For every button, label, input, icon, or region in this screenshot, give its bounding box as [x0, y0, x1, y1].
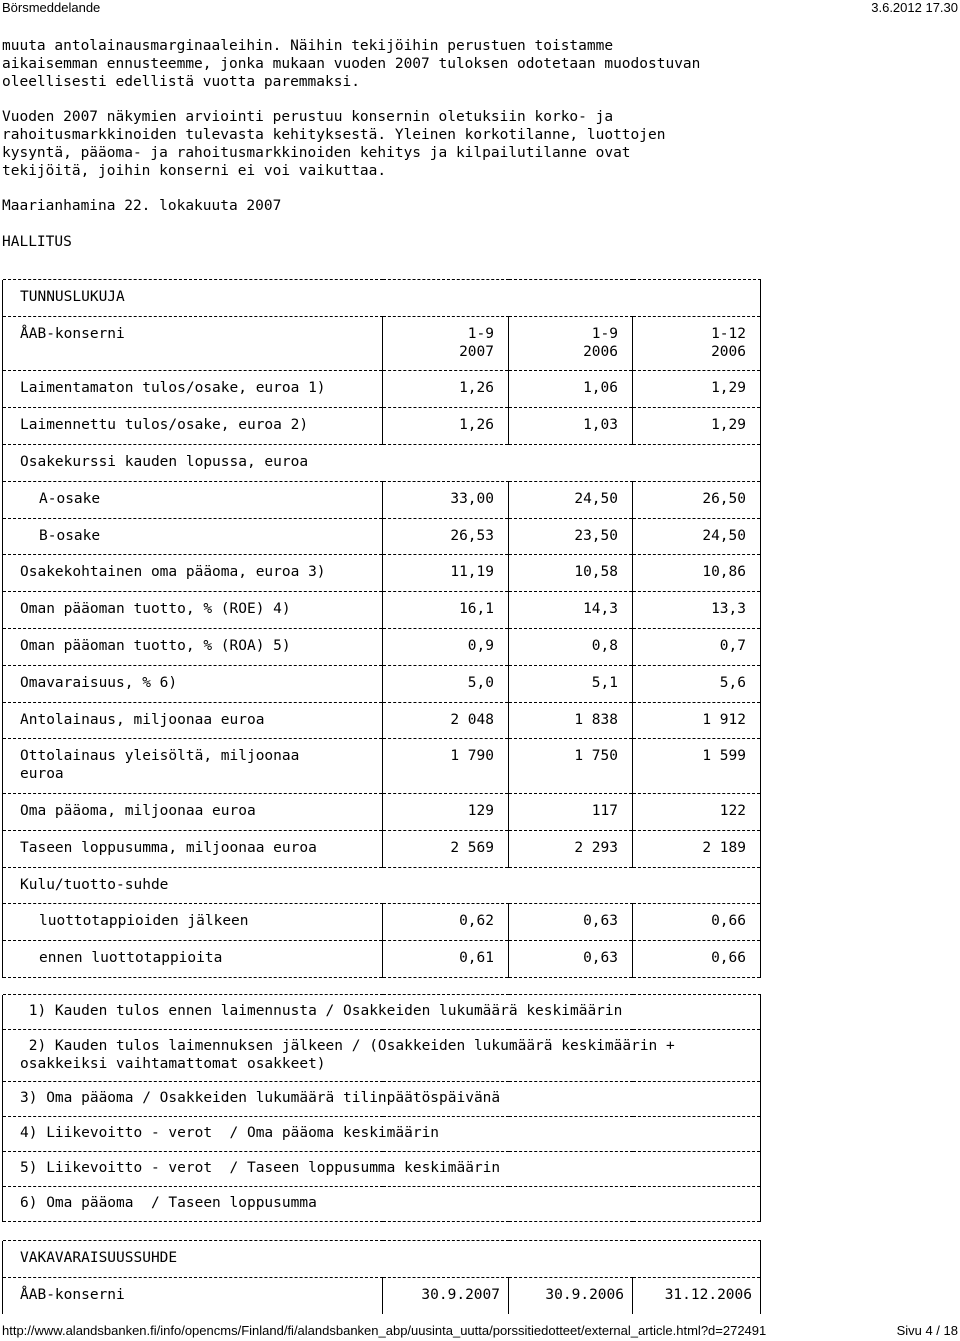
row-label: Oma pääoma, miljoonaa euroa [3, 794, 383, 830]
table-title: TUNNUSLUKUJA [3, 280, 761, 316]
row-value: 2 569 [383, 831, 509, 867]
row-value: 1,26 [383, 408, 509, 444]
row-value: 0,61 [383, 941, 509, 977]
row-value: 1,06 [509, 371, 633, 407]
header-col-1: 1-9 2007 [383, 317, 509, 371]
row-label: A-osake [3, 482, 383, 518]
row-value: 0,63 [509, 904, 633, 940]
row-value: 1 838 [509, 703, 633, 739]
table2-label: ÅAB-konserni [3, 1278, 383, 1314]
table2-title: VAKAVARAISUUSSUHDE [3, 1241, 761, 1277]
row-label: Omavaraisuus, % 6) [3, 666, 383, 702]
footnote: 5) Liikevoitto - verot / Taseen loppusumma keskimäärin [3, 1152, 761, 1186]
row-value: 33,00 [383, 482, 509, 518]
row-value: 1,03 [509, 408, 633, 444]
footnote-row [3, 995, 761, 1029]
table-header-row [3, 317, 761, 371]
table-row [3, 482, 761, 518]
row-label: B-osake [3, 519, 383, 555]
table-row [3, 592, 761, 628]
row-value: 2 048 [383, 703, 509, 739]
table2-col-2: 30.9.2006 [509, 1278, 633, 1314]
signature-board: HALLITUS [2, 233, 72, 250]
row-label: Laimennettu tulos/osake, euroa 2) [3, 408, 383, 444]
row-value: 16,1 [383, 592, 509, 628]
table-row [3, 739, 761, 793]
row-label: ennen luottotappioita [3, 941, 383, 977]
table-row [3, 666, 761, 702]
header-date: 3.6.2012 17.30 [871, 0, 958, 15]
paragraph-assessment: Vuoden 2007 näkymien arviointi perustuu konsernin oletuksiin korko- ja rahoitusmarkkinoiden tulevasta kehityksestä. Yleinen korkotilanne, luottojen kysyntä, pääoma- ja rahoitusmarkkinoiden kehitys ja kilpailutilanne ovat tekijöitä, joihin konserni ei voi vaikuttaa. [2, 109, 666, 179]
row-value: 0,7 [633, 629, 761, 665]
row-value: 5,6 [633, 666, 761, 702]
row-value: 11,19 [383, 555, 509, 591]
row-value: 26,50 [633, 482, 761, 518]
row-value: 1 750 [509, 739, 633, 793]
row-label: Ottolainaus yleisöltä, miljoonaa euroa [3, 739, 383, 793]
row-value: 1 912 [633, 703, 761, 739]
row-value: 1,29 [633, 408, 761, 444]
footnote-row [3, 1082, 761, 1116]
paragraph-outlook: muuta antolainausmarginaaleihin. Näihin tekijöihin perustuen toistamme aikaisemman ennusteemme, jonka mukaan vuoden 2007 tuloksen odotetaan muodostuvan oleellisesti edellistä vuotta paremmaksi. [2, 38, 701, 90]
footnote: 6) Oma pääoma / Taseen loppusumma [3, 1187, 761, 1221]
table-row [3, 703, 761, 739]
row-value: 122 [633, 794, 761, 830]
table-row [3, 941, 761, 977]
row-label: Taseen loppusumma, miljoonaa euroa [3, 831, 383, 867]
row-label: Antolainaus, miljoonaa euroa [3, 703, 383, 739]
footnote-row [3, 1187, 761, 1221]
table-row [3, 794, 761, 830]
header-col-3: 1-12 2006 [633, 317, 761, 371]
footnote: 4) Liikevoitto - verot / Oma pääoma keskimäärin [3, 1117, 761, 1151]
row-value: 5,0 [383, 666, 509, 702]
header-label: ÅAB-konserni [3, 317, 383, 371]
table-row [3, 629, 761, 665]
row-value: 2 189 [633, 831, 761, 867]
row-label: luottotappioiden jälkeen [3, 904, 383, 940]
row-value: 0,62 [383, 904, 509, 940]
header-title: Börsmeddelande [2, 0, 101, 15]
row-value: 5,1 [509, 666, 633, 702]
row-value: 1,29 [633, 371, 761, 407]
body-text [2, 38, 952, 252]
header-col-2: 1-9 2006 [509, 317, 633, 371]
footnote-row [3, 1030, 761, 1082]
capital-adequacy-table [2, 1240, 761, 1314]
table2-col-3: 31.12.2006 [633, 1278, 761, 1314]
row-value: 24,50 [509, 482, 633, 518]
row-value: 14,3 [509, 592, 633, 628]
row-value: 117 [509, 794, 633, 830]
table-row [3, 555, 761, 591]
row-value: 0,66 [633, 904, 761, 940]
row-label: Kulu/tuotto-suhde [3, 868, 761, 904]
table-row [3, 445, 761, 481]
row-value: 26,53 [383, 519, 509, 555]
row-value: 23,50 [509, 519, 633, 555]
footnote: 3) Oma pääoma / Osakkeiden lukumäärä tilinpäätöspäivänä [3, 1082, 761, 1116]
row-value: 1 599 [633, 739, 761, 793]
row-label: Laimentamaton tulos/osake, euroa 1) [3, 371, 383, 407]
row-value: 1,26 [383, 371, 509, 407]
place-date: Maarianhamina 22. lokakuuta 2007 [2, 198, 282, 215]
table-row [3, 904, 761, 940]
key-figures-table [2, 279, 761, 1222]
row-value: 24,50 [633, 519, 761, 555]
footer-url: http://www.alandsbanken.fi/info/opencms/Finland/fi/alandsbanken_abp/uusinta_uutta/porssitiedotteet/external_article.html?d=272491 [2, 1323, 767, 1338]
row-label: Osakekurssi kauden lopussa, euroa [3, 445, 761, 481]
row-value: 10,58 [509, 555, 633, 591]
row-label: Oman pääoman tuotto, % (ROE) 4) [3, 592, 383, 628]
row-label: Oman pääoman tuotto, % (ROA) 5) [3, 629, 383, 665]
row-value: 0,66 [633, 941, 761, 977]
print-footer [0, 1323, 960, 1341]
row-value: 0,63 [509, 941, 633, 977]
row-value: 13,3 [633, 592, 761, 628]
row-value: 2 293 [509, 831, 633, 867]
footnote-row [3, 1152, 761, 1186]
row-value: 0,9 [383, 629, 509, 665]
row-label: Osakekohtainen oma pääoma, euroa 3) [3, 555, 383, 591]
footnote-row [3, 1117, 761, 1151]
table-row [3, 371, 761, 407]
table-row [3, 868, 761, 904]
print-header [0, 0, 960, 16]
table-row [3, 831, 761, 867]
row-value: 0,8 [509, 629, 633, 665]
footnote: 2) Kauden tulos laimennuksen jälkeen / (Osakkeiden lukumäärä keskimäärin + osakkeiksi vaihtamattomat osakkeet) [3, 1030, 761, 1082]
table-row [3, 519, 761, 555]
table-row [3, 408, 761, 444]
footer-page: Sivu 4 / 18 [896, 1323, 958, 1338]
row-value: 129 [383, 794, 509, 830]
footnote: 1) Kauden tulos ennen laimennusta / Osakkeiden lukumäärä keskimäärin [3, 995, 761, 1029]
row-value: 1 790 [383, 739, 509, 793]
row-value: 10,86 [633, 555, 761, 591]
table2-col-1: 30.9.2007 [383, 1278, 509, 1314]
